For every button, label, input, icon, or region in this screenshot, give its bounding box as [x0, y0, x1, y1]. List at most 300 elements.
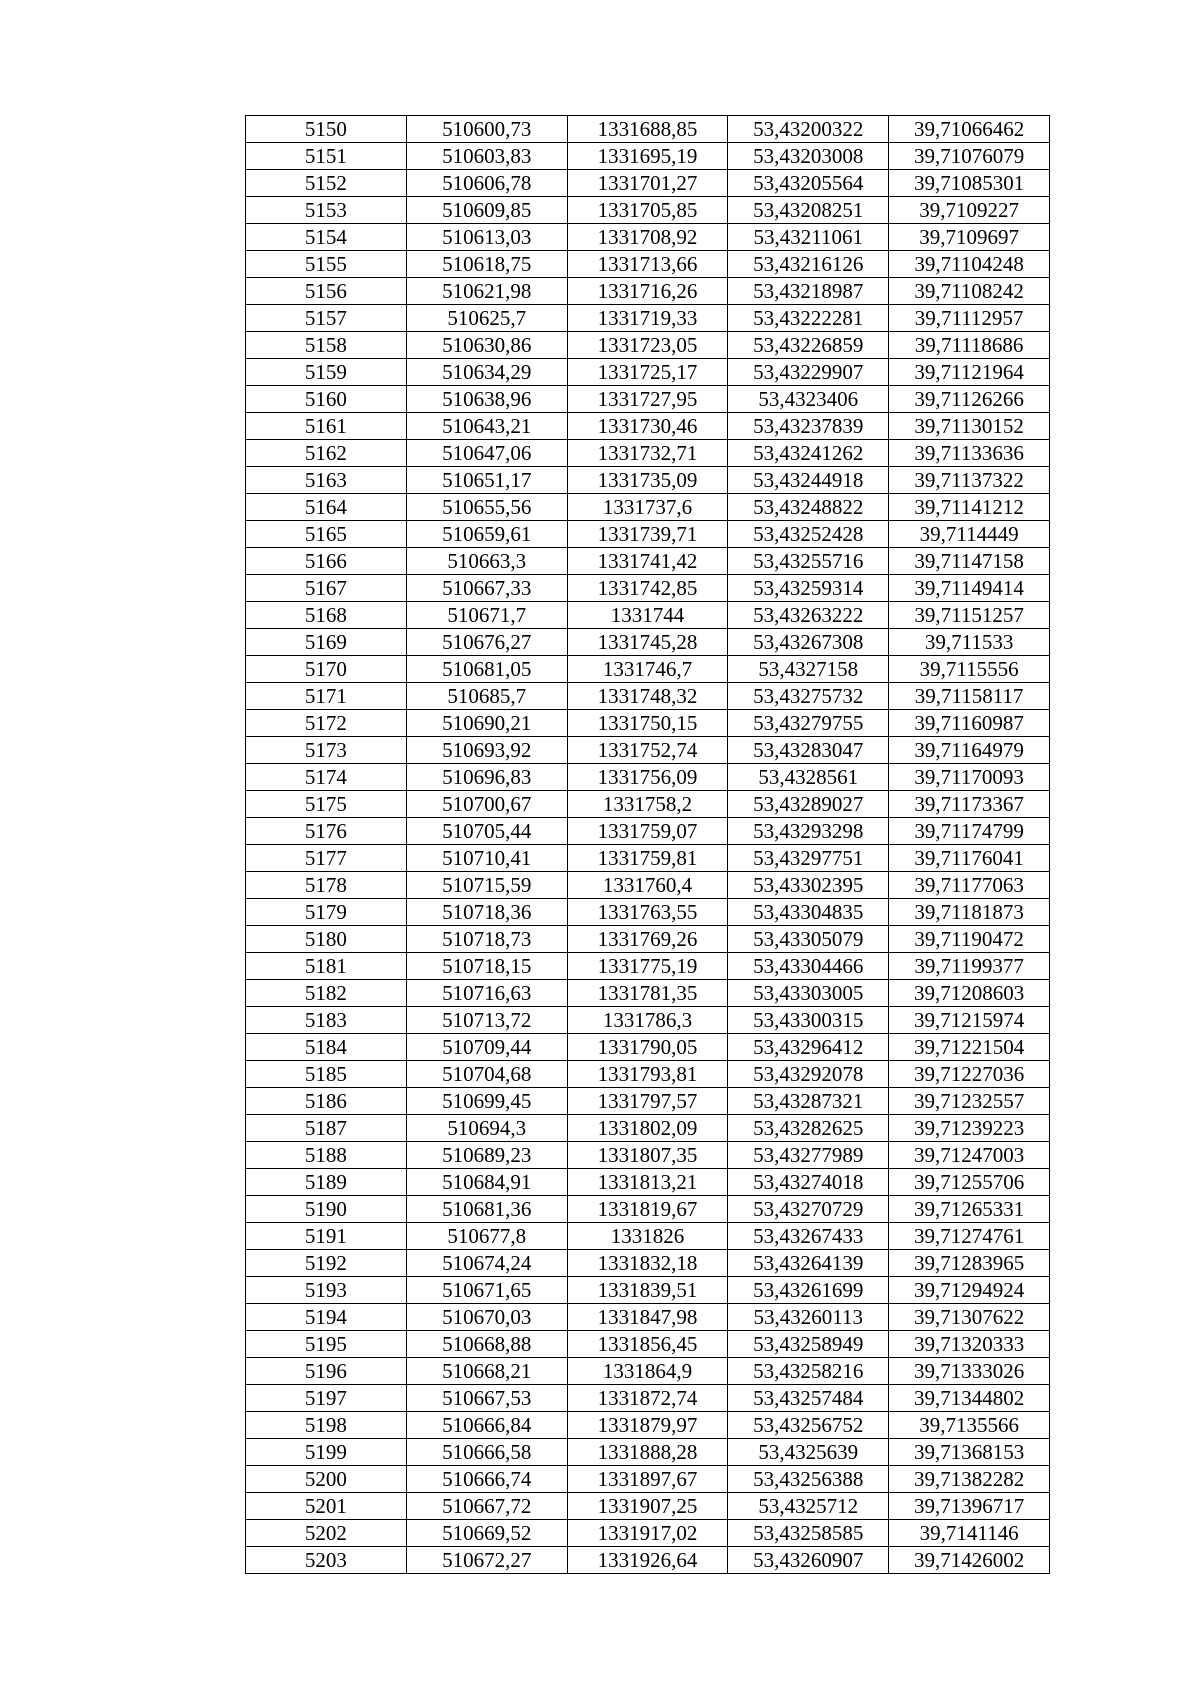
latitude-cell: 53,43216126	[728, 251, 889, 278]
y-coordinate-cell: 1331730,46	[567, 413, 728, 440]
latitude-cell: 53,43275732	[728, 683, 889, 710]
longitude-cell: 39,71333026	[889, 1358, 1050, 1385]
longitude-cell: 39,71190472	[889, 926, 1050, 953]
x-coordinate-cell: 510716,63	[406, 980, 567, 1007]
point-number-cell: 5183	[246, 1007, 407, 1034]
table-row	[246, 575, 1050, 602]
table-row	[246, 1250, 1050, 1277]
table-row	[246, 710, 1050, 737]
latitude-cell: 53,43293298	[728, 818, 889, 845]
x-coordinate-cell: 510667,33	[406, 575, 567, 602]
y-coordinate-cell: 1331695,19	[567, 143, 728, 170]
coordinates-table	[245, 115, 1050, 1574]
longitude-cell: 39,71170093	[889, 764, 1050, 791]
table-row	[246, 1304, 1050, 1331]
longitude-cell: 39,71147158	[889, 548, 1050, 575]
latitude-cell: 53,43300315	[728, 1007, 889, 1034]
table-row	[246, 332, 1050, 359]
latitude-cell: 53,43257484	[728, 1385, 889, 1412]
longitude-cell: 39,71149414	[889, 575, 1050, 602]
longitude-cell: 39,71151257	[889, 602, 1050, 629]
longitude-cell: 39,71174799	[889, 818, 1050, 845]
x-coordinate-cell: 510671,65	[406, 1277, 567, 1304]
point-number-cell: 5166	[246, 548, 407, 575]
table-row	[246, 548, 1050, 575]
y-coordinate-cell: 1331701,27	[567, 170, 728, 197]
y-coordinate-cell: 1331826	[567, 1223, 728, 1250]
latitude-cell: 53,43287321	[728, 1088, 889, 1115]
y-coordinate-cell: 1331719,33	[567, 305, 728, 332]
y-coordinate-cell: 1331790,05	[567, 1034, 728, 1061]
table-row	[246, 494, 1050, 521]
latitude-cell: 53,4323406	[728, 386, 889, 413]
longitude-cell: 39,71344802	[889, 1385, 1050, 1412]
table-row	[246, 953, 1050, 980]
point-number-cell: 5164	[246, 494, 407, 521]
x-coordinate-cell: 510705,44	[406, 818, 567, 845]
point-number-cell: 5158	[246, 332, 407, 359]
point-number-cell: 5171	[246, 683, 407, 710]
latitude-cell: 53,43256388	[728, 1466, 889, 1493]
y-coordinate-cell: 1331725,17	[567, 359, 728, 386]
table-row	[246, 1196, 1050, 1223]
x-coordinate-cell: 510693,92	[406, 737, 567, 764]
x-coordinate-cell: 510718,73	[406, 926, 567, 953]
table-row	[246, 872, 1050, 899]
point-number-cell: 5173	[246, 737, 407, 764]
x-coordinate-cell: 510613,03	[406, 224, 567, 251]
y-coordinate-cell: 1331727,95	[567, 386, 728, 413]
x-coordinate-cell: 510625,7	[406, 305, 567, 332]
latitude-cell: 53,43259314	[728, 575, 889, 602]
x-coordinate-cell: 510651,17	[406, 467, 567, 494]
table-row	[246, 1412, 1050, 1439]
latitude-cell: 53,43222281	[728, 305, 889, 332]
latitude-cell: 53,43200322	[728, 116, 889, 143]
longitude-cell: 39,71227036	[889, 1061, 1050, 1088]
longitude-cell: 39,71104248	[889, 251, 1050, 278]
point-number-cell: 5167	[246, 575, 407, 602]
point-number-cell: 5154	[246, 224, 407, 251]
x-coordinate-cell: 510713,72	[406, 1007, 567, 1034]
x-coordinate-cell: 510685,7	[406, 683, 567, 710]
x-coordinate-cell: 510669,52	[406, 1520, 567, 1547]
y-coordinate-cell: 1331807,35	[567, 1142, 728, 1169]
latitude-cell: 53,43229907	[728, 359, 889, 386]
longitude-cell: 39,71118686	[889, 332, 1050, 359]
y-coordinate-cell: 1331839,51	[567, 1277, 728, 1304]
table-row	[246, 1439, 1050, 1466]
y-coordinate-cell: 1331732,71	[567, 440, 728, 467]
point-number-cell: 5193	[246, 1277, 407, 1304]
point-number-cell: 5175	[246, 791, 407, 818]
y-coordinate-cell: 1331813,21	[567, 1169, 728, 1196]
y-coordinate-cell: 1331802,09	[567, 1115, 728, 1142]
x-coordinate-cell: 510667,53	[406, 1385, 567, 1412]
y-coordinate-cell: 1331758,2	[567, 791, 728, 818]
table-row	[246, 1034, 1050, 1061]
x-coordinate-cell: 510659,61	[406, 521, 567, 548]
latitude-cell: 53,43305079	[728, 926, 889, 953]
point-number-cell: 5192	[246, 1250, 407, 1277]
x-coordinate-cell: 510647,06	[406, 440, 567, 467]
table-row	[246, 683, 1050, 710]
y-coordinate-cell: 1331786,3	[567, 1007, 728, 1034]
longitude-cell: 39,7109227	[889, 197, 1050, 224]
longitude-cell: 39,71294924	[889, 1277, 1050, 1304]
x-coordinate-cell: 510677,8	[406, 1223, 567, 1250]
table-row	[246, 197, 1050, 224]
point-number-cell: 5188	[246, 1142, 407, 1169]
longitude-cell: 39,71126266	[889, 386, 1050, 413]
latitude-cell: 53,43205564	[728, 170, 889, 197]
y-coordinate-cell: 1331723,05	[567, 332, 728, 359]
x-coordinate-cell: 510715,59	[406, 872, 567, 899]
table-row	[246, 1088, 1050, 1115]
table-row	[246, 980, 1050, 1007]
longitude-cell: 39,7109697	[889, 224, 1050, 251]
latitude-cell: 53,43297751	[728, 845, 889, 872]
point-number-cell: 5201	[246, 1493, 407, 1520]
longitude-cell: 39,711533	[889, 629, 1050, 656]
table-row	[246, 818, 1050, 845]
table-row	[246, 656, 1050, 683]
table-row	[246, 224, 1050, 251]
longitude-cell: 39,71368153	[889, 1439, 1050, 1466]
table-row	[246, 116, 1050, 143]
table-row	[246, 170, 1050, 197]
longitude-cell: 39,71173367	[889, 791, 1050, 818]
x-coordinate-cell: 510666,74	[406, 1466, 567, 1493]
longitude-cell: 39,71158117	[889, 683, 1050, 710]
point-number-cell: 5187	[246, 1115, 407, 1142]
longitude-cell: 39,71141212	[889, 494, 1050, 521]
point-number-cell: 5152	[246, 170, 407, 197]
x-coordinate-cell: 510663,3	[406, 548, 567, 575]
longitude-cell: 39,71382282	[889, 1466, 1050, 1493]
y-coordinate-cell: 1331741,42	[567, 548, 728, 575]
point-number-cell: 5186	[246, 1088, 407, 1115]
latitude-cell: 53,43244918	[728, 467, 889, 494]
longitude-cell: 39,7141146	[889, 1520, 1050, 1547]
table-row	[246, 467, 1050, 494]
x-coordinate-cell: 510718,15	[406, 953, 567, 980]
point-number-cell: 5182	[246, 980, 407, 1007]
x-coordinate-cell: 510621,98	[406, 278, 567, 305]
table-row	[246, 1466, 1050, 1493]
latitude-cell: 53,43255716	[728, 548, 889, 575]
y-coordinate-cell: 1331769,26	[567, 926, 728, 953]
point-number-cell: 5195	[246, 1331, 407, 1358]
point-number-cell: 5181	[246, 953, 407, 980]
x-coordinate-cell: 510672,27	[406, 1547, 567, 1574]
latitude-cell: 53,43274018	[728, 1169, 889, 1196]
longitude-cell: 39,71396717	[889, 1493, 1050, 1520]
x-coordinate-cell: 510684,91	[406, 1169, 567, 1196]
table-row	[246, 1547, 1050, 1574]
latitude-cell: 53,43279755	[728, 710, 889, 737]
point-number-cell: 5172	[246, 710, 407, 737]
longitude-cell: 39,71176041	[889, 845, 1050, 872]
point-number-cell: 5190	[246, 1196, 407, 1223]
point-number-cell: 5177	[246, 845, 407, 872]
latitude-cell: 53,43303005	[728, 980, 889, 1007]
longitude-cell: 39,71181873	[889, 899, 1050, 926]
longitude-cell: 39,71076079	[889, 143, 1050, 170]
point-number-cell: 5200	[246, 1466, 407, 1493]
y-coordinate-cell: 1331775,19	[567, 953, 728, 980]
latitude-cell: 53,43267308	[728, 629, 889, 656]
table-row	[246, 1169, 1050, 1196]
x-coordinate-cell: 510668,88	[406, 1331, 567, 1358]
latitude-cell: 53,43302395	[728, 872, 889, 899]
latitude-cell: 53,43292078	[728, 1061, 889, 1088]
y-coordinate-cell: 1331793,81	[567, 1061, 728, 1088]
longitude-cell: 39,7114449	[889, 521, 1050, 548]
x-coordinate-cell: 510634,29	[406, 359, 567, 386]
longitude-cell: 39,7115556	[889, 656, 1050, 683]
latitude-cell: 53,43260113	[728, 1304, 889, 1331]
x-coordinate-cell: 510710,41	[406, 845, 567, 872]
y-coordinate-cell: 1331705,85	[567, 197, 728, 224]
x-coordinate-cell: 510704,68	[406, 1061, 567, 1088]
x-coordinate-cell: 510674,24	[406, 1250, 567, 1277]
x-coordinate-cell: 510699,45	[406, 1088, 567, 1115]
y-coordinate-cell: 1331897,67	[567, 1466, 728, 1493]
table-row	[246, 764, 1050, 791]
longitude-cell: 39,71265331	[889, 1196, 1050, 1223]
table-row	[246, 1493, 1050, 1520]
latitude-cell: 53,43258949	[728, 1331, 889, 1358]
table-row	[246, 1115, 1050, 1142]
y-coordinate-cell: 1331688,85	[567, 116, 728, 143]
longitude-cell: 39,71426002	[889, 1547, 1050, 1574]
y-coordinate-cell: 1331819,67	[567, 1196, 728, 1223]
y-coordinate-cell: 1331745,28	[567, 629, 728, 656]
y-coordinate-cell: 1331756,09	[567, 764, 728, 791]
longitude-cell: 39,71221504	[889, 1034, 1050, 1061]
table-row	[246, 521, 1050, 548]
table-row	[246, 1142, 1050, 1169]
longitude-cell: 39,71255706	[889, 1169, 1050, 1196]
point-number-cell: 5197	[246, 1385, 407, 1412]
point-number-cell: 5153	[246, 197, 407, 224]
latitude-cell: 53,43304466	[728, 953, 889, 980]
longitude-cell: 39,71160987	[889, 710, 1050, 737]
point-number-cell: 5199	[246, 1439, 407, 1466]
y-coordinate-cell: 1331708,92	[567, 224, 728, 251]
longitude-cell: 39,71232557	[889, 1088, 1050, 1115]
point-number-cell: 5159	[246, 359, 407, 386]
longitude-cell: 39,71130152	[889, 413, 1050, 440]
table-row	[246, 899, 1050, 926]
latitude-cell: 53,43252428	[728, 521, 889, 548]
y-coordinate-cell: 1331781,35	[567, 980, 728, 1007]
longitude-cell: 39,71247003	[889, 1142, 1050, 1169]
latitude-cell: 53,43270729	[728, 1196, 889, 1223]
point-number-cell: 5203	[246, 1547, 407, 1574]
coordinates-table-body	[246, 116, 1050, 1574]
longitude-cell: 39,71239223	[889, 1115, 1050, 1142]
y-coordinate-cell: 1331797,57	[567, 1088, 728, 1115]
y-coordinate-cell: 1331744	[567, 602, 728, 629]
x-coordinate-cell: 510671,7	[406, 602, 567, 629]
point-number-cell: 5184	[246, 1034, 407, 1061]
latitude-cell: 53,43237839	[728, 413, 889, 440]
x-coordinate-cell: 510696,83	[406, 764, 567, 791]
latitude-cell: 53,43289027	[728, 791, 889, 818]
table-row	[246, 251, 1050, 278]
longitude-cell: 39,71215974	[889, 1007, 1050, 1034]
latitude-cell: 53,43248822	[728, 494, 889, 521]
latitude-cell: 53,43203008	[728, 143, 889, 170]
table-row	[246, 1223, 1050, 1250]
y-coordinate-cell: 1331759,81	[567, 845, 728, 872]
x-coordinate-cell: 510681,36	[406, 1196, 567, 1223]
x-coordinate-cell: 510676,27	[406, 629, 567, 656]
point-number-cell: 5160	[246, 386, 407, 413]
x-coordinate-cell: 510694,3	[406, 1115, 567, 1142]
longitude-cell: 39,71164979	[889, 737, 1050, 764]
y-coordinate-cell: 1331737,6	[567, 494, 728, 521]
table-row	[246, 1007, 1050, 1034]
y-coordinate-cell: 1331750,15	[567, 710, 728, 737]
longitude-cell: 39,71320333	[889, 1331, 1050, 1358]
table-row	[246, 413, 1050, 440]
point-number-cell: 5185	[246, 1061, 407, 1088]
longitude-cell: 39,71066462	[889, 116, 1050, 143]
y-coordinate-cell: 1331864,9	[567, 1358, 728, 1385]
latitude-cell: 53,4325639	[728, 1439, 889, 1466]
latitude-cell: 53,43260907	[728, 1547, 889, 1574]
table-row	[246, 386, 1050, 413]
longitude-cell: 39,71112957	[889, 305, 1050, 332]
longitude-cell: 39,71121964	[889, 359, 1050, 386]
table-row	[246, 1358, 1050, 1385]
point-number-cell: 5180	[246, 926, 407, 953]
point-number-cell: 5196	[246, 1358, 407, 1385]
table-row	[246, 1277, 1050, 1304]
point-number-cell: 5202	[246, 1520, 407, 1547]
y-coordinate-cell: 1331759,07	[567, 818, 728, 845]
latitude-cell: 53,43211061	[728, 224, 889, 251]
latitude-cell: 53,43283047	[728, 737, 889, 764]
y-coordinate-cell: 1331879,97	[567, 1412, 728, 1439]
y-coordinate-cell: 1331713,66	[567, 251, 728, 278]
latitude-cell: 53,43304835	[728, 899, 889, 926]
point-number-cell: 5170	[246, 656, 407, 683]
table-row	[246, 440, 1050, 467]
x-coordinate-cell: 510655,56	[406, 494, 567, 521]
latitude-cell: 53,43296412	[728, 1034, 889, 1061]
x-coordinate-cell: 510606,78	[406, 170, 567, 197]
latitude-cell: 53,4328561	[728, 764, 889, 791]
longitude-cell: 39,71133636	[889, 440, 1050, 467]
table-row	[246, 359, 1050, 386]
point-number-cell: 5156	[246, 278, 407, 305]
latitude-cell: 53,43256752	[728, 1412, 889, 1439]
y-coordinate-cell: 1331832,18	[567, 1250, 728, 1277]
y-coordinate-cell: 1331926,64	[567, 1547, 728, 1574]
point-number-cell: 5174	[246, 764, 407, 791]
point-number-cell: 5179	[246, 899, 407, 926]
latitude-cell: 53,4327158	[728, 656, 889, 683]
x-coordinate-cell: 510630,86	[406, 332, 567, 359]
y-coordinate-cell: 1331847,98	[567, 1304, 728, 1331]
table-row	[246, 305, 1050, 332]
longitude-cell: 39,71177063	[889, 872, 1050, 899]
table-row	[246, 629, 1050, 656]
point-number-cell: 5168	[246, 602, 407, 629]
x-coordinate-cell: 510690,21	[406, 710, 567, 737]
table-row	[246, 1061, 1050, 1088]
y-coordinate-cell: 1331742,85	[567, 575, 728, 602]
point-number-cell: 5198	[246, 1412, 407, 1439]
point-number-cell: 5169	[246, 629, 407, 656]
latitude-cell: 53,43261699	[728, 1277, 889, 1304]
table-row	[246, 1331, 1050, 1358]
latitude-cell: 53,43241262	[728, 440, 889, 467]
table-row	[246, 1385, 1050, 1412]
point-number-cell: 5151	[246, 143, 407, 170]
longitude-cell: 39,71274761	[889, 1223, 1050, 1250]
longitude-cell: 39,71199377	[889, 953, 1050, 980]
x-coordinate-cell: 510718,36	[406, 899, 567, 926]
table-row	[246, 791, 1050, 818]
longitude-cell: 39,7135566	[889, 1412, 1050, 1439]
x-coordinate-cell: 510618,75	[406, 251, 567, 278]
x-coordinate-cell: 510668,21	[406, 1358, 567, 1385]
y-coordinate-cell: 1331763,55	[567, 899, 728, 926]
point-number-cell: 5162	[246, 440, 407, 467]
x-coordinate-cell: 510689,23	[406, 1142, 567, 1169]
point-number-cell: 5155	[246, 251, 407, 278]
latitude-cell: 53,4325712	[728, 1493, 889, 1520]
x-coordinate-cell: 510600,73	[406, 116, 567, 143]
x-coordinate-cell: 510643,21	[406, 413, 567, 440]
y-coordinate-cell: 1331917,02	[567, 1520, 728, 1547]
latitude-cell: 53,43218987	[728, 278, 889, 305]
point-number-cell: 5157	[246, 305, 407, 332]
point-number-cell: 5176	[246, 818, 407, 845]
table-row	[246, 602, 1050, 629]
longitude-cell: 39,71283965	[889, 1250, 1050, 1277]
y-coordinate-cell: 1331716,26	[567, 278, 728, 305]
latitude-cell: 53,43226859	[728, 332, 889, 359]
table-row	[246, 278, 1050, 305]
y-coordinate-cell: 1331746,7	[567, 656, 728, 683]
table-row	[246, 926, 1050, 953]
x-coordinate-cell: 510681,05	[406, 656, 567, 683]
x-coordinate-cell: 510638,96	[406, 386, 567, 413]
table-row	[246, 1520, 1050, 1547]
x-coordinate-cell: 510709,44	[406, 1034, 567, 1061]
y-coordinate-cell: 1331739,71	[567, 521, 728, 548]
y-coordinate-cell: 1331888,28	[567, 1439, 728, 1466]
latitude-cell: 53,43277989	[728, 1142, 889, 1169]
longitude-cell: 39,71137322	[889, 467, 1050, 494]
y-coordinate-cell: 1331872,74	[567, 1385, 728, 1412]
longitude-cell: 39,71307622	[889, 1304, 1050, 1331]
x-coordinate-cell: 510700,67	[406, 791, 567, 818]
latitude-cell: 53,43258585	[728, 1520, 889, 1547]
longitude-cell: 39,71208603	[889, 980, 1050, 1007]
latitude-cell: 53,43208251	[728, 197, 889, 224]
y-coordinate-cell: 1331748,32	[567, 683, 728, 710]
x-coordinate-cell: 510667,72	[406, 1493, 567, 1520]
point-number-cell: 5161	[246, 413, 407, 440]
table-row	[246, 143, 1050, 170]
